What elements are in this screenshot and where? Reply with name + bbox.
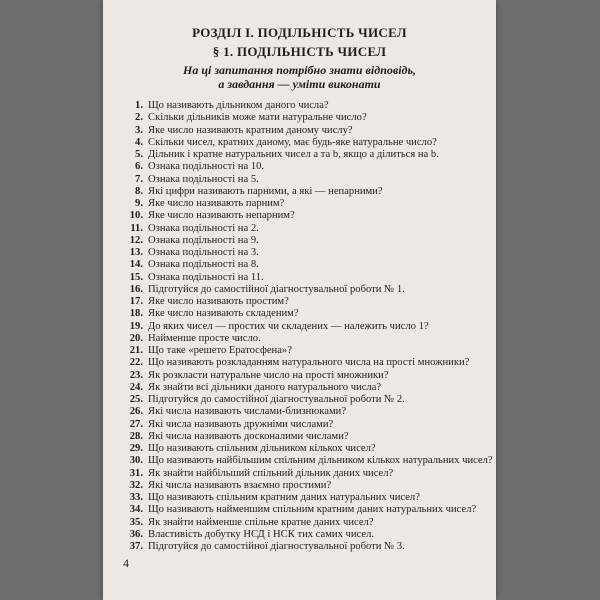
question-number: 36. [129, 528, 143, 540]
question-number: 10. [129, 210, 143, 222]
question-number: 17. [129, 296, 143, 307]
question-item [121, 112, 493, 124]
question-item [121, 357, 493, 369]
question-text: Підготуйся до самостійної діагностувальної роботи № 1. [148, 283, 405, 295]
question-item [121, 247, 493, 259]
question-text: Підготуйся до самостійної діагностувальної роботи № 3. [148, 541, 405, 552]
question-text: Скільки дільників може мати натуральне число? [148, 112, 367, 124]
question-item [121, 296, 493, 308]
question-text: Що таке «решето Ератосфена»? [148, 345, 292, 356]
question-number: 26. [129, 406, 143, 418]
question-number: 30. [129, 455, 143, 467]
question-number: 6. [135, 161, 143, 173]
intro-line-2: а завдання — уміти виконати [218, 77, 381, 91]
question-item [121, 455, 493, 467]
intro-line-1: На ці запитання потрібно знати відповідь, [182, 63, 416, 77]
question-text: Які числа називають взаємно простими? [148, 479, 332, 491]
question-number: 20. [129, 332, 143, 344]
question-item [121, 529, 493, 541]
question-item [121, 394, 493, 406]
question-number: 19. [129, 320, 143, 332]
question-number: 12. [129, 234, 143, 246]
question-number: 24. [129, 381, 143, 393]
question-text: Яке число називають непарним? [148, 210, 295, 222]
question-item [121, 137, 493, 149]
question-item [121, 480, 493, 492]
question-item [121, 345, 493, 357]
question-text: Що називають найменшим спільним кратним даних натуральних чисел? [148, 504, 477, 516]
question-item [121, 321, 493, 333]
question-text: Яке число називають простим? [148, 296, 289, 307]
question-number: 33. [129, 492, 143, 503]
question-number: 1. [135, 100, 143, 111]
question-item [121, 443, 493, 455]
question-item [121, 161, 493, 173]
intro-text [103, 63, 496, 91]
question-number: 32. [129, 479, 143, 491]
question-item [121, 431, 493, 443]
question-item [121, 419, 493, 431]
question-text: Підготуйся до самостійної діагностувальної роботи № 2. [148, 394, 405, 405]
question-text: Ознака подільності на 10. [148, 161, 265, 173]
question-text: Що називають розкладанням натурального числа на прості множники? [148, 357, 470, 369]
question-number: 11. [130, 222, 143, 234]
question-text: Ознака подільності на 5. [148, 173, 259, 185]
question-item [121, 259, 493, 271]
question-text: Як знайти найбільший спільний дільник даних чисел? [148, 467, 394, 479]
question-item [121, 174, 493, 186]
question-item [121, 235, 493, 247]
question-text: Які цифри називають парними, а які — непарними? [148, 185, 383, 197]
question-item [121, 382, 493, 394]
question-number: 2. [135, 112, 143, 124]
question-item [121, 541, 493, 553]
question-text: Найменше просте число. [148, 332, 261, 344]
question-text: Які числа називають числами-близнюками? [148, 406, 347, 418]
chapter-title: РОЗДІЛ І. ПОДІЛЬНІСТЬ ЧИСЕЛ [192, 25, 407, 40]
question-item [121, 492, 493, 504]
question-item [121, 370, 493, 382]
question-number: 29. [129, 443, 143, 454]
question-item [121, 198, 493, 210]
question-item [121, 468, 493, 480]
question-item [121, 504, 493, 516]
question-text: Які числа називають досконалими числами? [148, 430, 349, 442]
question-item [121, 125, 493, 137]
question-text: Що називають спільним дільником кількох чисел? [148, 443, 376, 454]
question-number: 13. [129, 247, 143, 258]
question-number: 16. [129, 283, 143, 295]
question-number: 9. [135, 198, 143, 209]
question-number: 34. [129, 504, 143, 516]
question-list [121, 100, 493, 553]
question-item [121, 333, 493, 345]
question-item [121, 100, 493, 112]
question-text: Ознака подільності на 9. [148, 234, 259, 246]
question-number: 22. [129, 357, 143, 369]
question-item [121, 149, 493, 161]
question-text: Ознака подільності на 3. [148, 247, 259, 258]
question-text: Ознака подільності на 11. [148, 271, 264, 283]
question-item [121, 210, 493, 222]
question-text: Яке число називають кратним даному числу? [148, 124, 353, 136]
question-text: Як знайти всі дільники даного натурального числа? [148, 381, 382, 393]
question-text: Як розкласти натуральне число на прості множники? [148, 369, 389, 381]
question-number: 25. [129, 394, 143, 405]
question-item [121, 308, 493, 320]
question-number: 27. [129, 418, 143, 430]
question-number: 28. [129, 430, 143, 442]
question-number: 23. [129, 369, 143, 381]
question-number: 4. [135, 136, 143, 148]
question-text: Властивість добутку НСД і НСК тих самих чисел. [148, 528, 375, 540]
question-item [121, 284, 493, 296]
question-text: Ознака подільності на 8. [148, 259, 259, 271]
question-text: Ознака подільності на 2. [148, 222, 259, 234]
question-text: Які числа називають дружніми числами? [148, 418, 334, 430]
question-number: 5. [135, 149, 143, 160]
question-number: 18. [129, 308, 143, 320]
question-number: 21. [129, 345, 143, 356]
question-text: Яке число називають складеним? [148, 308, 299, 320]
question-item [121, 223, 493, 235]
question-number: 14. [129, 259, 143, 271]
question-text: Що називають найбільшим спільним дільником кількох натуральних чисел? [148, 455, 493, 467]
question-number: 35. [129, 516, 143, 528]
question-text: До яких чисел — простих чи складених — належить число 1? [148, 320, 429, 332]
question-text: Дільник і кратне натуральних чисел a та b, якщо a ділиться на b. [148, 149, 439, 160]
question-item [121, 272, 493, 284]
question-number: 7. [135, 173, 143, 185]
question-text: Яке число називають парним? [148, 198, 285, 209]
question-text: Скільки чисел, кратних даному, має будь-яке натуральне число? [148, 136, 437, 148]
book-page [103, 0, 496, 600]
page-number: 4 [123, 556, 129, 570]
question-item [121, 186, 493, 198]
question-text: Що називають спільним кратним даних натуральних чисел? [148, 492, 420, 503]
question-item [121, 406, 493, 418]
question-number: 31. [129, 467, 143, 479]
question-number: 8. [135, 185, 143, 197]
question-number: 15. [129, 271, 143, 283]
question-number: 3. [135, 124, 143, 136]
question-item [121, 517, 493, 529]
section-title: § 1. ПОДІЛЬНІСТЬ ЧИСЕЛ [212, 44, 387, 59]
question-text: Що називають дільником даного числа? [148, 100, 329, 111]
question-number: 37. [129, 541, 143, 552]
question-text: Як знайти найменше спільне кратне даних чисел? [148, 516, 374, 528]
